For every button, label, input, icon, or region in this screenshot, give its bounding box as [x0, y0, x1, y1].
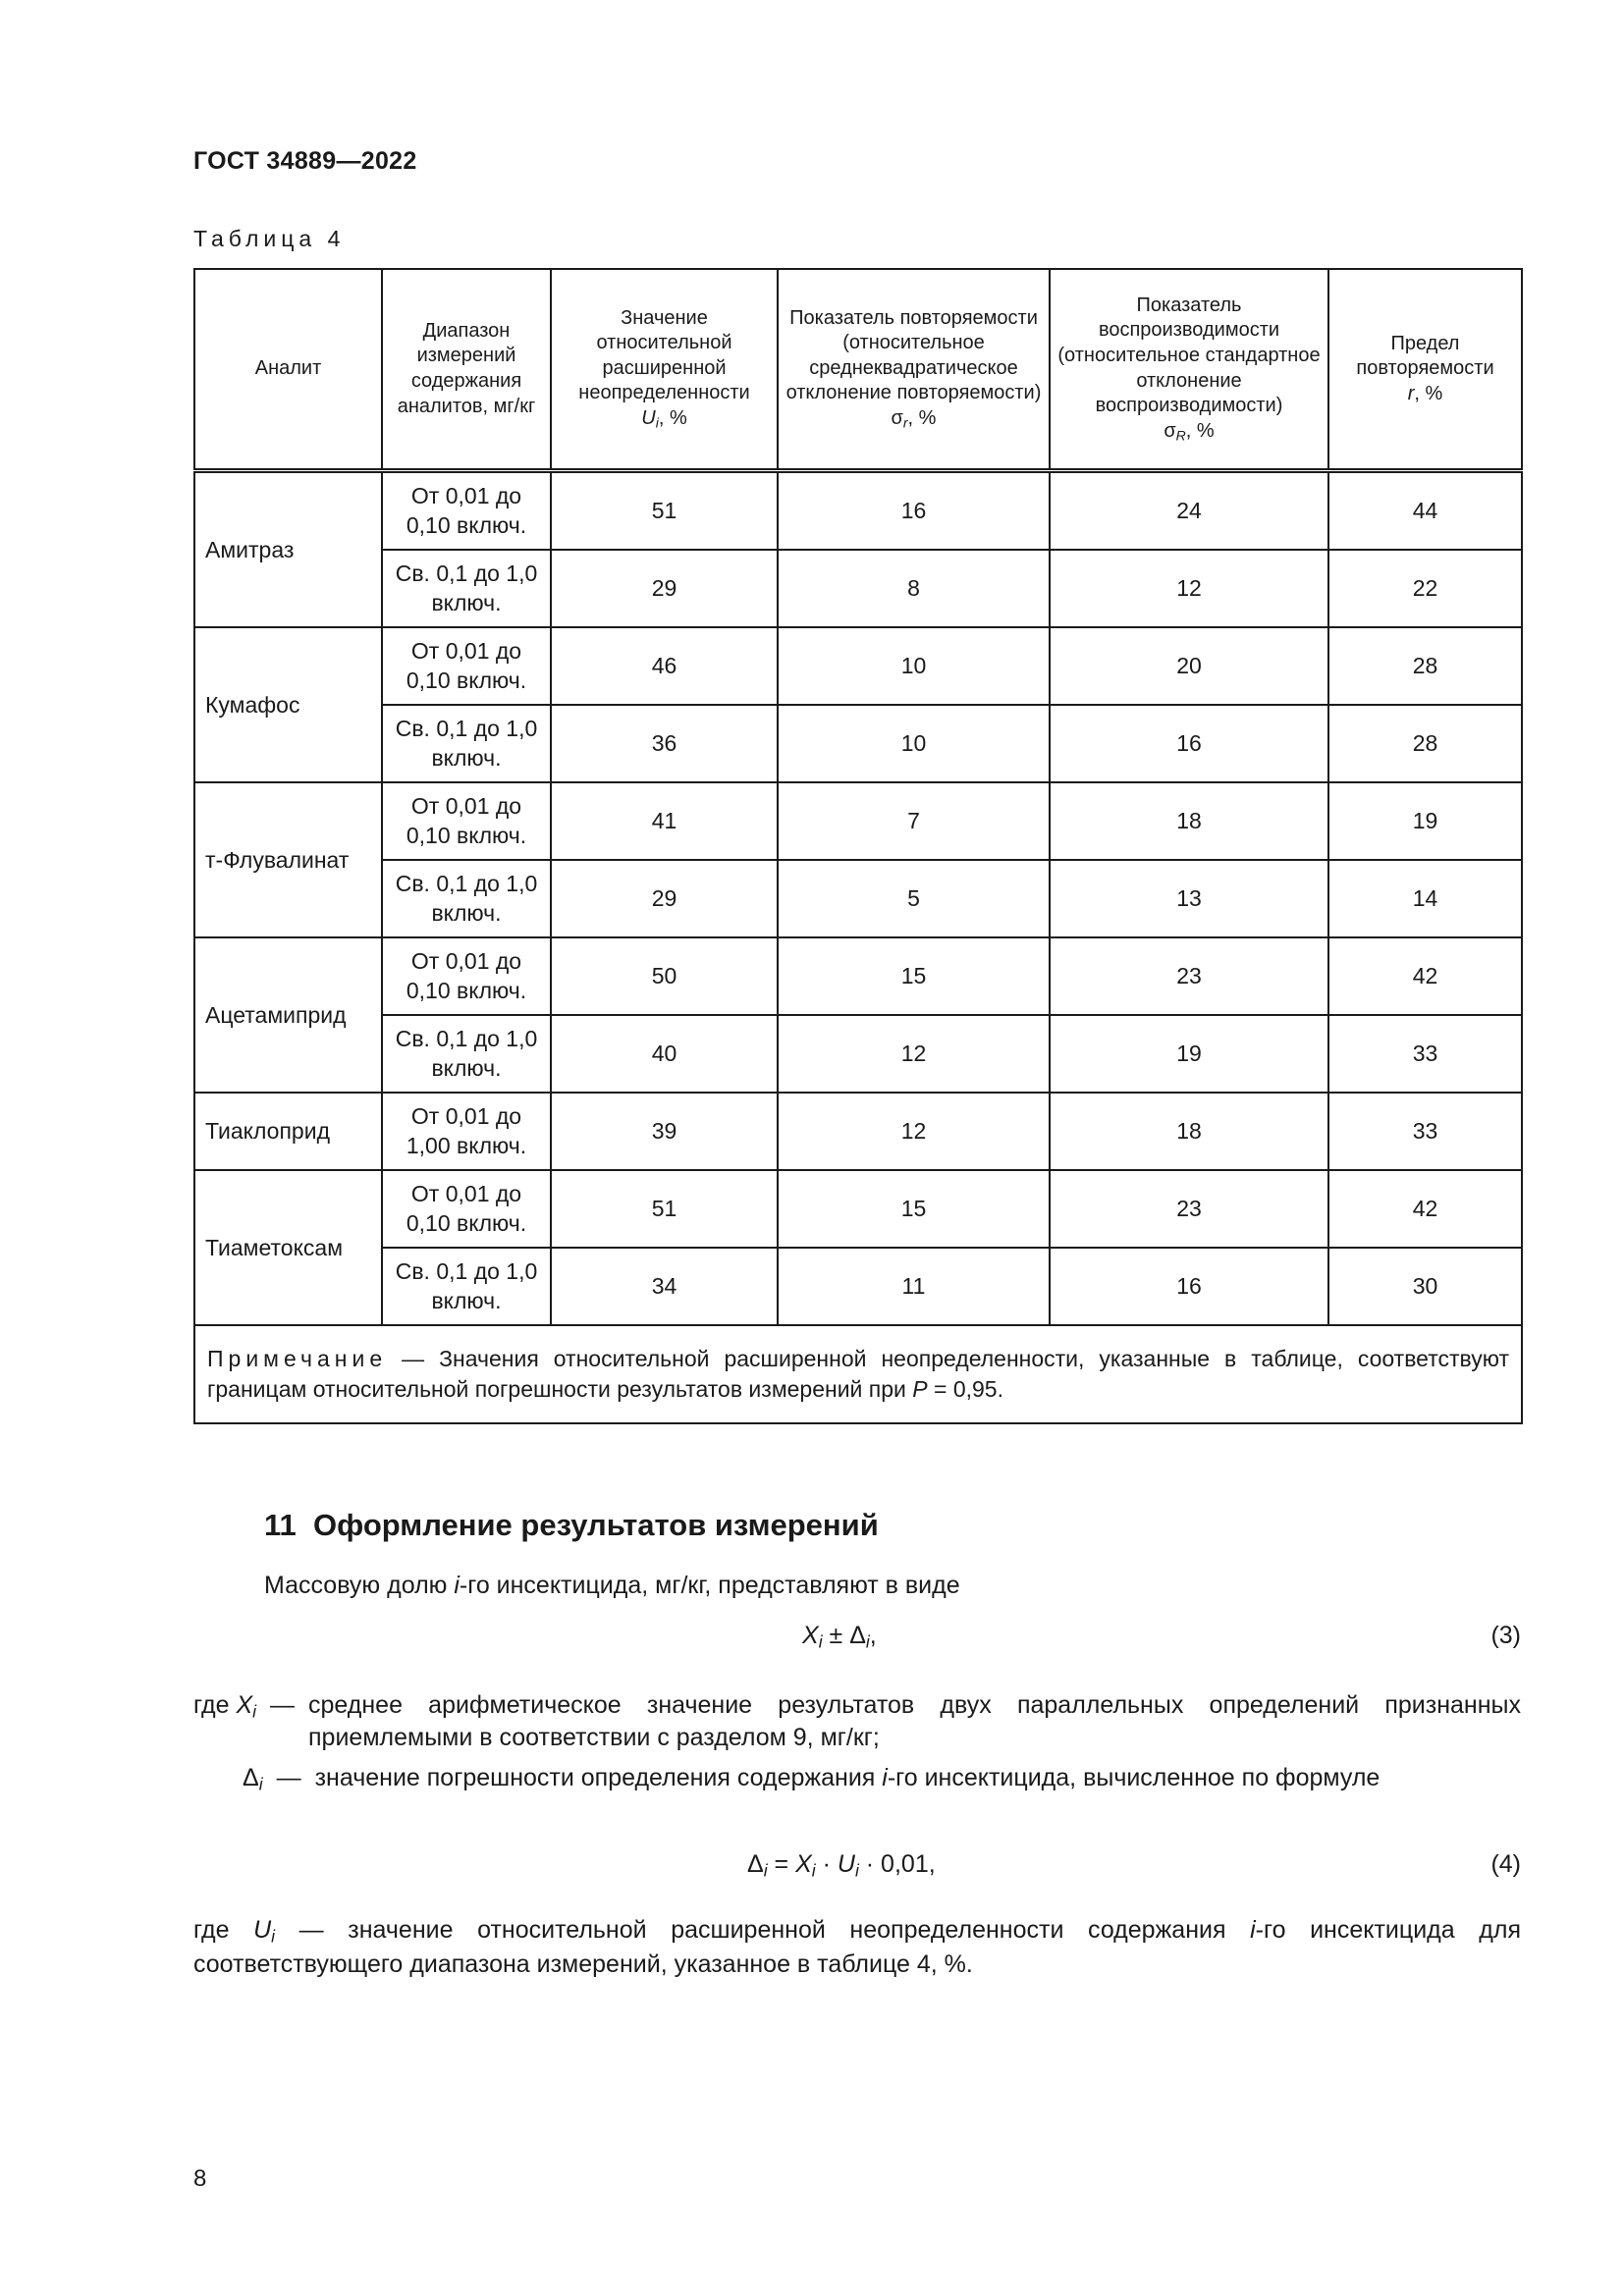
formula4-dot: ·: [815, 1850, 838, 1878]
header-uncertainty-symbol: U: [641, 406, 656, 429]
where-x: [193, 1689, 1521, 1755]
cell-reproducibility: 23: [1050, 937, 1328, 1015]
cell-limit: 22: [1328, 550, 1522, 627]
cell-limit: 28: [1328, 705, 1522, 782]
cell-repeatability: 15: [778, 937, 1050, 1015]
cell-range: Св. 0,1 до 1,0 включ.: [382, 705, 551, 782]
cell-reproducibility: 18: [1050, 782, 1328, 860]
header-repeatability-sub: r: [902, 414, 908, 431]
cell-uncertainty: 40: [551, 1015, 778, 1093]
cell-limit: 42: [1328, 1170, 1522, 1248]
formula4-delta-sub: i: [763, 1860, 768, 1881]
header-reproducibility-text: Показатель воспроизводимости (относительное стандартное отклонение воспроизводимости): [1057, 294, 1321, 417]
header-reproducibility-unit: , %: [1185, 419, 1215, 442]
cell-range: От 0,01 до 0,10 включ.: [382, 1170, 551, 1248]
where2-symbol: Δ: [243, 1764, 259, 1791]
header-analyte: [194, 269, 382, 471]
data-table: [193, 268, 1523, 1424]
header-range-text: Диапазон измерений содержания аналитов, мг/кг: [397, 319, 536, 417]
cell-limit: 33: [1328, 1093, 1522, 1170]
cell-uncertainty: 46: [551, 627, 778, 705]
cell-uncertainty: 36: [551, 705, 778, 782]
table-row: [194, 1248, 1522, 1325]
header-reproducibility: [1050, 269, 1328, 471]
header-analyte-text: Аналит: [254, 357, 322, 380]
where-u: [193, 1914, 1521, 1981]
formula4-u-sub: i: [854, 1860, 859, 1881]
cell-range: От 0,01 до 0,10 включ.: [382, 471, 551, 551]
where2-dash: —: [276, 1764, 301, 1791]
intro-text: Массовую долю: [264, 1572, 455, 1599]
where-delta: [193, 1762, 1521, 1796]
formula3-end: ,: [869, 1622, 877, 1649]
cell-range: От 0,01 до 1,00 включ.: [382, 1093, 551, 1170]
header-repeatability: [778, 269, 1050, 471]
cell-analyte: Тиаметоксам: [194, 1170, 382, 1325]
cell-limit: 28: [1328, 627, 1522, 705]
formula4-u: U: [837, 1850, 855, 1878]
header-repeatability-text: Показатель повторяемости (относительное среднеквадратическое отклонение повторяемости) σ: [785, 306, 1042, 429]
where3-symbol: U: [253, 1916, 272, 1944]
section-number: 11: [264, 1508, 297, 1542]
cell-limit: 14: [1328, 860, 1522, 937]
table-row: [194, 937, 1522, 1015]
note-p-symbol: P: [912, 1376, 928, 1402]
cell-repeatability: 5: [778, 860, 1050, 937]
table-row: [194, 860, 1522, 937]
table-header: [194, 269, 1522, 471]
cell-reproducibility: 24: [1050, 471, 1328, 551]
note-text: — Значения относительной расширенной неопределенности, указанные в таблице, соответствуют границам относительной погрешности результатов измерений при: [207, 1345, 1509, 1402]
section-title-text: Оформление результатов измерений: [313, 1508, 879, 1542]
cell-uncertainty: 29: [551, 860, 778, 937]
table-note: [194, 1325, 1522, 1423]
cell-repeatability: 15: [778, 1170, 1050, 1248]
cell-reproducibility: 16: [1050, 1248, 1328, 1325]
header-uncertainty: [551, 269, 778, 471]
header-limit-symbol: r: [1407, 382, 1415, 404]
cell-analyte: Ацетамиприд: [194, 937, 382, 1093]
table-caption: Таблица 4: [193, 226, 346, 251]
cell-reproducibility: 23: [1050, 1170, 1328, 1248]
cell-reproducibility: 13: [1050, 860, 1328, 937]
cell-limit: 30: [1328, 1248, 1522, 1325]
formula3-x: X: [802, 1622, 819, 1649]
where2-text-end: -го инсектицида, вычисленное по формуле: [887, 1764, 1380, 1791]
header-reproducibility-sub: R: [1175, 427, 1186, 444]
where1-lead: где: [193, 1691, 237, 1719]
where3-text-end: -го инсектицида для соответствующего диапазона измерений, указанное в таблице 4, %.: [193, 1916, 1521, 1978]
cell-range: От 0,01 до 0,10 включ.: [382, 937, 551, 1015]
where1-text: среднее арифметическое значение результатов двух параллельных определений признанных приемлемыми в соответствии с разделом 9, мг/кг;: [308, 1691, 1521, 1752]
where1-sub: i: [252, 1701, 257, 1722]
cell-reproducibility: 20: [1050, 627, 1328, 705]
cell-reproducibility: 19: [1050, 1015, 1328, 1093]
cell-repeatability: 11: [778, 1248, 1050, 1325]
where3-sub: i: [271, 1926, 276, 1947]
table-body: [194, 471, 1522, 1326]
cell-repeatability: 16: [778, 471, 1050, 551]
formula-4: [747, 1850, 936, 1881]
formula3-op: ±: [822, 1622, 850, 1649]
where2-italic: i: [882, 1764, 888, 1791]
header-limit: [1328, 269, 1522, 471]
document-header: ГОСТ 34889—2022: [193, 147, 417, 175]
cell-repeatability: 10: [778, 705, 1050, 782]
cell-reproducibility: 18: [1050, 1093, 1328, 1170]
header-uncertainty-unit: , %: [658, 406, 687, 429]
cell-analyte: Тиаклоприд: [194, 1093, 382, 1170]
cell-range: Св. 0,1 до 1,0 включ.: [382, 550, 551, 627]
cell-limit: 33: [1328, 1015, 1522, 1093]
cell-range: От 0,01 до 0,10 включ.: [382, 627, 551, 705]
cell-limit: 19: [1328, 782, 1522, 860]
cell-uncertainty: 51: [551, 1170, 778, 1248]
intro-paragraph: [264, 1572, 960, 1600]
note-text-end: = 0,95.: [927, 1376, 1003, 1402]
formula4-tail: · 0,01,: [858, 1850, 936, 1878]
header-limit-unit: , %: [1414, 382, 1443, 404]
cell-repeatability: 10: [778, 627, 1050, 705]
cell-repeatability: 8: [778, 550, 1050, 627]
cell-reproducibility: 16: [1050, 705, 1328, 782]
table-note-row: [194, 1325, 1522, 1423]
formula3-x-sub: i: [818, 1631, 823, 1652]
intro-text-end: -го инсектицида, мг/кг, представляют в виде: [459, 1572, 960, 1599]
cell-range: Св. 0,1 до 1,0 включ.: [382, 860, 551, 937]
where1-symbol: X: [236, 1691, 253, 1719]
formula4-delta: Δ: [747, 1850, 764, 1878]
header-repeatability-unit: , %: [907, 406, 937, 429]
note-label: Примечание: [207, 1345, 388, 1371]
cell-analyte: т-Флувалинат: [194, 782, 382, 937]
formula-3: [802, 1622, 877, 1652]
cell-uncertainty: 51: [551, 471, 778, 551]
formula4-x-sub: i: [811, 1860, 816, 1881]
table-row: [194, 1015, 1522, 1093]
header-limit-text: Предел повторяемости: [1356, 332, 1494, 380]
cell-uncertainty: 50: [551, 937, 778, 1015]
page-number: 8: [193, 2165, 207, 2192]
formula4-eq: =: [767, 1850, 796, 1878]
cell-analyte: Амитраз: [194, 471, 382, 628]
table-row: [194, 1170, 1522, 1248]
formula-3-number: (3): [1490, 1622, 1521, 1649]
formula3-delta-sub: i: [865, 1631, 870, 1652]
cell-uncertainty: 41: [551, 782, 778, 860]
cell-range: Св. 0,1 до 1,0 включ.: [382, 1015, 551, 1093]
header-uncertainty-text: Значение относительной расширенной неопределенности: [578, 306, 750, 404]
cell-repeatability: 12: [778, 1093, 1050, 1170]
header-range: [382, 269, 551, 471]
table-row: [194, 627, 1522, 705]
cell-uncertainty: 29: [551, 550, 778, 627]
cell-range: Св. 0,1 до 1,0 включ.: [382, 1248, 551, 1325]
table-row: [194, 782, 1522, 860]
where2-text: значение погрешности определения содержания: [314, 1764, 883, 1791]
table-row: [194, 471, 1522, 551]
cell-repeatability: 7: [778, 782, 1050, 860]
where3-text: значение относительной расширенной неопределенности содержания: [348, 1916, 1251, 1944]
cell-reproducibility: 12: [1050, 550, 1328, 627]
cell-uncertainty: 34: [551, 1248, 778, 1325]
where2-sub: i: [258, 1774, 263, 1794]
cell-repeatability: 12: [778, 1015, 1050, 1093]
section-title: [264, 1508, 879, 1543]
where3-italic: i: [1250, 1916, 1256, 1944]
header-uncertainty-sub: i: [655, 414, 659, 431]
intro-italic: i: [454, 1572, 460, 1599]
header-reproducibility-symbol: σ: [1164, 419, 1176, 442]
cell-limit: 44: [1328, 471, 1522, 551]
table-row: [194, 705, 1522, 782]
formula3-delta: Δ: [849, 1622, 866, 1649]
cell-uncertainty: 39: [551, 1093, 778, 1170]
cell-analyte: Кумафос: [194, 627, 382, 782]
where3-dash: —: [275, 1916, 349, 1944]
where1-dash: —: [270, 1691, 296, 1719]
cell-range: От 0,01 до 0,10 включ.: [382, 782, 551, 860]
formula-4-number: (4): [1490, 1850, 1521, 1878]
formula4-x: X: [795, 1850, 812, 1878]
table-row: [194, 1093, 1522, 1170]
where3-lead: где: [193, 1916, 254, 1944]
cell-limit: 42: [1328, 937, 1522, 1015]
table-row: [194, 550, 1522, 627]
